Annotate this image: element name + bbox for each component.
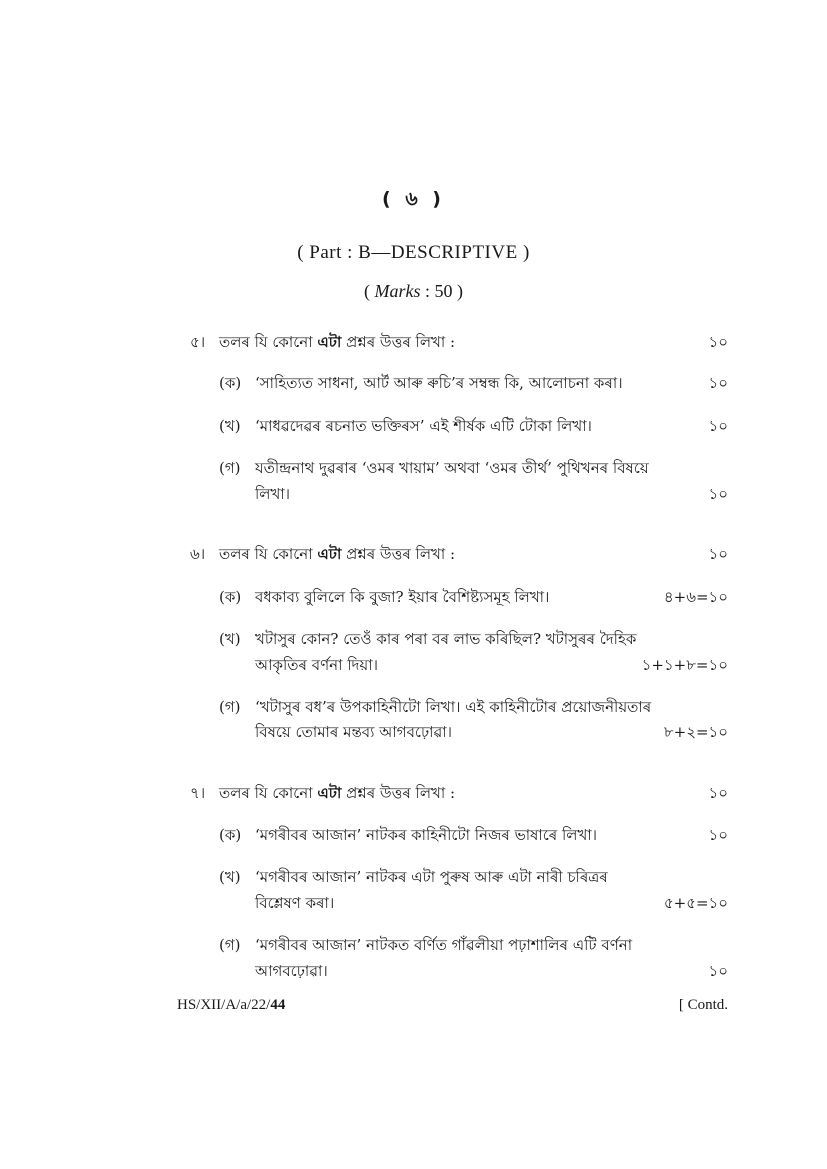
q6a-text: বধকাব্য বুলিলে কি বুজা? ইয়াৰ বৈশিষ্ট্যসমূহ লিখা। xyxy=(255,588,550,606)
q6-stem-pre: তলৰ যি কোনো xyxy=(219,545,318,563)
q7-stem-pre: তলৰ যি কোনো xyxy=(219,784,318,802)
q6b-label: (খ) xyxy=(219,630,241,648)
q7c-line2: আগবঢ়োৱা। xyxy=(255,962,328,980)
q5a-label: (ক) xyxy=(219,374,242,392)
q5-stem-post: প্ৰশ্নৰ উত্তৰ লিখা : xyxy=(341,333,456,351)
q5b-text: ‘মাধৱদেৱৰ ৰচনাত ভক্তিৰস’ এই শীৰ্ষক এটি টোকা লিখা। xyxy=(255,417,592,435)
q7-stem xyxy=(219,782,455,807)
q6b-marks: ১+১+৮=১০ xyxy=(641,656,728,674)
q6c-label: (গ) xyxy=(219,698,241,716)
q7-stem-post: প্ৰশ্নৰ উত্তৰ লিখা : xyxy=(341,784,456,802)
marks-sep: : xyxy=(420,281,435,301)
q7a-text: ‘মগৰীবৰ আজান’ নাটকৰ কাহিনীটো নিজৰ ভাষাৰে লিখা। xyxy=(255,826,598,844)
q6-number: ৬। xyxy=(190,545,206,563)
q6-stem xyxy=(219,543,455,568)
q7c-line1: ‘মগৰীবৰ আজান’ নাটকত বৰ্ণিত গাঁৱলীয়া পঢ়াশালিৰ এটি বৰ্ণনা xyxy=(255,936,633,954)
q6-stem-post: প্ৰশ্নৰ উত্তৰ লিখা : xyxy=(341,545,456,563)
q6c-marks: ৮+২=১০ xyxy=(663,723,728,741)
q7-marks: ১০ xyxy=(708,784,728,802)
q6b-line1: খটাসুৰ কোন? তেওঁ কাৰ পৰা বৰ লাভ কৰিছিল? খটাসুৰৰ দৈহিক xyxy=(255,630,637,648)
marks-open: ( xyxy=(363,281,370,301)
q7-stem-bold: এটা xyxy=(317,784,342,802)
q5-number: ৫। xyxy=(190,333,206,351)
q6c-line1: ‘খটাসুৰ বধ’ৰ উপকাহিনীটো লিখা। এই কাহিনীটোৰ প্ৰয়োজনীয়তাৰ xyxy=(255,698,652,716)
q6-stem-bold: এটা xyxy=(317,545,342,563)
q5c-line1: যতীন্দ্ৰনাথ দুৱৰাৰ ‘ওমৰ খায়াম’ অথবা ‘ওমৰ তীৰ্থ’ পুথিখনৰ বিষয়ে xyxy=(255,459,649,477)
q5b-marks: ১০ xyxy=(708,417,728,435)
q5-stem-bold: এটা xyxy=(317,333,342,351)
marks-value: 50 xyxy=(434,281,453,301)
q6a-label: (ক) xyxy=(219,588,242,606)
part-title: ( Part : B—DESCRIPTIVE ) xyxy=(297,242,530,263)
q5a-text: ‘সাহিত্যত সাধনা, আৰ্ট আৰু ৰুচি’ৰ সম্বন্ধ কি, আলোচনা কৰা। xyxy=(255,374,623,392)
q5c-marks: ১০ xyxy=(708,485,728,503)
q7c-marks: ১০ xyxy=(708,962,728,980)
q7b-marks: ৫+৫=১০ xyxy=(663,894,728,912)
q5c-line2: লিখা। xyxy=(255,485,291,503)
q5-stem xyxy=(219,331,455,356)
marks-label: Marks xyxy=(374,281,421,301)
q6a-marks: ৪+৬=১০ xyxy=(663,588,728,606)
paper-code-bold: 44 xyxy=(270,997,286,1013)
page-number: ( ৬ ) xyxy=(382,188,445,210)
q7c-label: (গ) xyxy=(219,936,241,954)
q7a-marks: ১০ xyxy=(708,826,728,844)
q5b-label: (খ) xyxy=(219,417,241,435)
total-marks xyxy=(0,281,827,302)
q7a-label: (ক) xyxy=(219,826,242,844)
q7-number: ৭। xyxy=(190,784,206,802)
paper-code xyxy=(177,997,285,1014)
q6-marks: ১০ xyxy=(708,545,728,563)
marks-close: ) xyxy=(457,281,463,301)
q7b-line1: ‘মগৰীবৰ আজান’ নাটকৰ এটা পুৰুষ আৰু এটা নাৰী চৰিত্ৰৰ xyxy=(255,868,608,886)
q7b-label: (খ) xyxy=(219,868,241,886)
q5-marks: ১০ xyxy=(708,333,728,351)
q7b-line2: বিশ্লেষণ কৰা। xyxy=(255,894,335,912)
q5c-label: (গ) xyxy=(219,459,241,477)
q5a-marks: ১০ xyxy=(708,374,728,392)
q5-stem-pre: তলৰ যি কোনো xyxy=(219,333,318,351)
paper-code-pre: HS/XII/A/a/22/ xyxy=(177,997,271,1013)
contd-label: [ Contd. xyxy=(678,997,728,1013)
q6b-line2: আকৃতিৰ বৰ্ণনা দিয়া। xyxy=(255,656,378,674)
q6c-line2: বিষয়ে তোমাৰ মন্তব্য আগবঢ়োৱা। xyxy=(255,723,452,741)
